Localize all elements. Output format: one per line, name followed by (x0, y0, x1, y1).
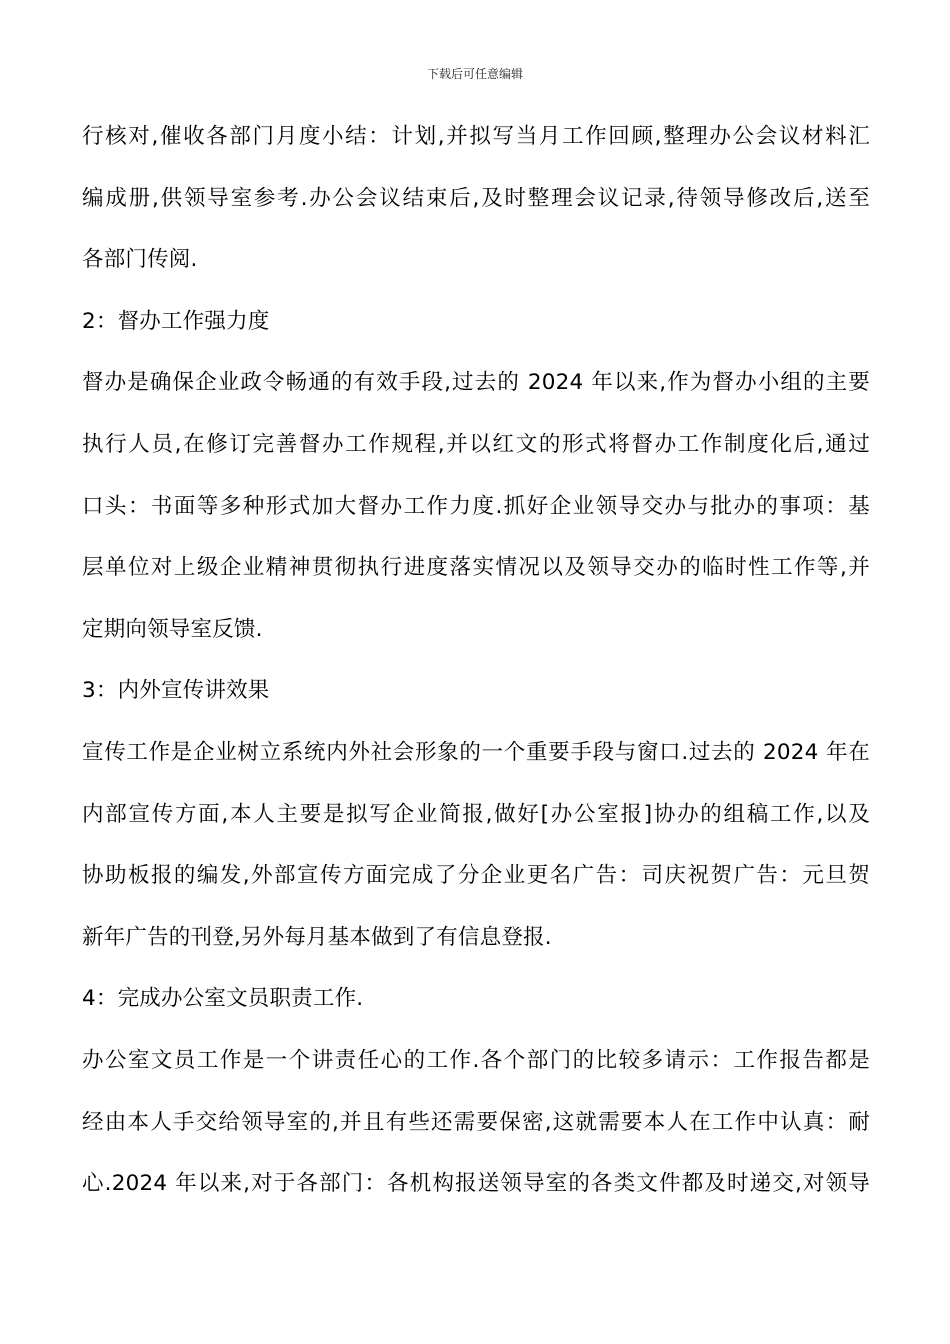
text-line: 执行人员,在修订完善督办工作规程,并以红文的形式将督办工作制度化后,通过 (82, 431, 870, 457)
section-heading: 4：完成办公室文员职责工作. (82, 986, 364, 1012)
text-line: 各部门传阅. (82, 247, 198, 273)
text-line: 新年广告的刊登,另外每月基本做到了有信息登报. (82, 924, 552, 950)
page-header-note: 下载后可任意编辑 (426, 67, 523, 81)
text-line: 行核对,催收各部门月度小结：计划,并拟写当月工作回顾,整理办公会议材料汇 (82, 124, 870, 149)
section-heading: 3：内外宣传讲效果 (82, 678, 270, 704)
text-line: 定期向领导室反馈. (82, 616, 263, 642)
text-line: 内部宣传方面,本人主要是拟写企业简报,做好[办公室报]协办的组稿工作,以及 (82, 801, 870, 827)
text-line: 办公室文员工作是一个讲责任心的工作.各个部门的比较多请示：工作报告都是 (82, 1047, 870, 1073)
text-line: 编成册,供领导室参考.办公会议结束后,及时整理会议记录,待领导修改后,送至 (82, 185, 870, 211)
text-line: 宣传工作是企业树立系统内外社会形象的一个重要手段与窗口.过去的 2024 年在 (82, 739, 870, 765)
text-line: 层单位对上级企业精神贯彻执行进度落实情况以及领导交办的临时性工作等,并 (82, 555, 870, 581)
text-line: 督办是确保企业政令畅通的有效手段,过去的 2024 年以来,作为督办小组的主要 (82, 370, 870, 396)
text-line: 口头：书面等多种形式加大督办工作力度.抓好企业领导交办与批办的事项：基 (82, 493, 870, 519)
text-line: 协助板报的编发,外部宣传方面完成了分企业更名广告：司庆祝贺广告：元旦贺 (82, 863, 870, 889)
section-heading: 2：督办工作强力度 (82, 308, 270, 334)
text-line: 经由本人手交给领导室的,并且有些还需要保密,这就需要本人在工作中认真：耐 (82, 1109, 870, 1135)
text-line: 心.2024 年以来,对于各部门：各机构报送领导室的各类文件都及时递交,对领导 (82, 1171, 870, 1197)
document-body (82, 116, 870, 1225)
